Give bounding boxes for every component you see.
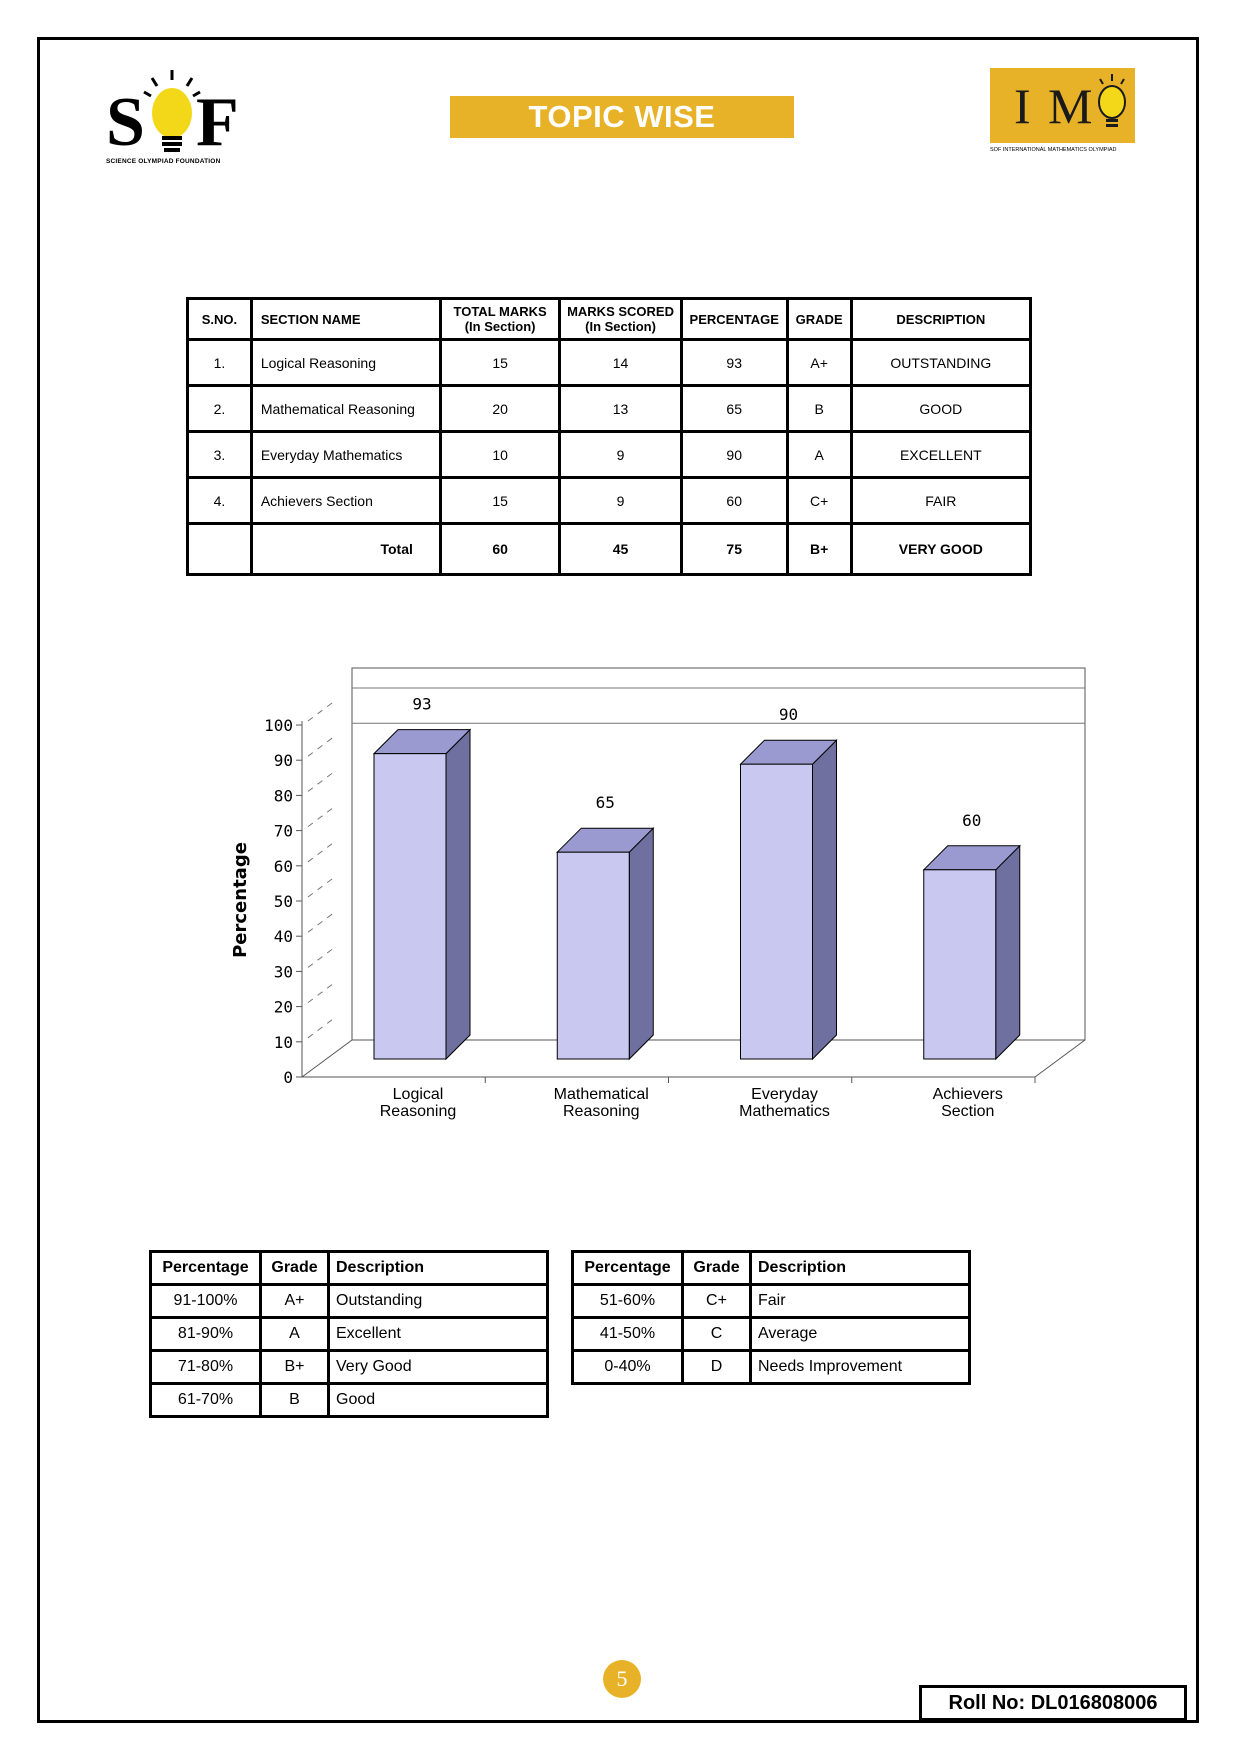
page-title: TOPIC WISE ANALYSIS	[450, 96, 794, 138]
chart-bar	[924, 870, 996, 1059]
imo-logo-letter-i: I	[1014, 78, 1031, 134]
cell-description: Outstanding	[329, 1285, 548, 1318]
cell-scored: 9	[560, 478, 681, 524]
chart-bar-side	[813, 740, 837, 1059]
cell-percentage: 60	[681, 478, 787, 524]
chart-data-label: 65	[595, 793, 615, 813]
chart-y-tick-label: 90	[273, 751, 293, 771]
table-row	[151, 1285, 548, 1318]
chart-x-tick-label: Mathematical	[553, 1086, 649, 1103]
cell-percentage: 91-100%	[151, 1285, 261, 1318]
header-grade: Grade	[683, 1252, 751, 1285]
chart-data-label: 90	[778, 705, 799, 725]
cell-grade: D	[683, 1351, 751, 1384]
lightbulb-icon	[1094, 74, 1130, 136]
table-row	[188, 478, 1031, 524]
table-header-row	[573, 1252, 970, 1285]
table-row	[573, 1318, 970, 1351]
chart-side-gridline	[308, 806, 336, 827]
cell-description: OUTSTANDING	[851, 340, 1030, 386]
chart-data-label: 93	[412, 694, 432, 714]
cell-description: FAIR	[851, 478, 1030, 524]
chart-floor-edge	[1035, 1040, 1085, 1077]
cell-percentage: 65	[681, 386, 787, 432]
cell-scored: 9	[560, 432, 681, 478]
cell-total: 15	[440, 340, 559, 386]
cell-total: 15	[440, 478, 559, 524]
cell-grade: A	[787, 432, 851, 478]
table-row	[188, 340, 1031, 386]
chart-side-gridline	[308, 700, 336, 721]
header-marks-scored: MARKS SCORED (In Section)	[560, 299, 681, 340]
cell-total: 10	[440, 432, 559, 478]
cell-section: Everyday Mathematics	[251, 432, 440, 478]
cell-percentage: 90	[681, 432, 787, 478]
cell-percentage: 61-70%	[151, 1384, 261, 1417]
chart-x-tick-label: Reasoning	[563, 1103, 640, 1120]
chart-y-tick-label: 100	[264, 716, 293, 735]
cell-grade: B	[787, 386, 851, 432]
chart-x-tick-label: Mathematics	[739, 1103, 830, 1120]
chart-side-gridline	[308, 770, 336, 791]
chart-floor-edge	[302, 1040, 352, 1077]
cell-percentage: 71-80%	[151, 1351, 261, 1384]
cell-sno: 3.	[188, 432, 252, 478]
cell-grade: A	[261, 1318, 329, 1351]
roll-label: Roll No:	[948, 1692, 1026, 1714]
chart-y-tick-label: 30	[273, 962, 293, 982]
sof-tagline: SCIENCE OLYMPIAD FOUNDATION	[106, 158, 221, 165]
cell-grade: B	[261, 1384, 329, 1417]
cell-percentage: 0-40%	[573, 1351, 683, 1384]
chart-x-tick-label: Everyday	[751, 1086, 818, 1103]
chart-side-gridline	[308, 982, 336, 1003]
cell-percentage: 93	[681, 340, 787, 386]
header-description: DESCRIPTION	[851, 299, 1030, 340]
cell-percentage: 51-60%	[573, 1285, 683, 1318]
cell-total: 60	[440, 524, 559, 575]
cell-description: Needs Improvement	[751, 1351, 970, 1384]
header-percentage: Percentage	[573, 1252, 683, 1285]
chart-x-tick-label: Reasoning	[379, 1103, 457, 1120]
grade-legend-table-1	[149, 1250, 549, 1418]
chart-data-label: 60	[962, 810, 982, 830]
roll-number: DL016808006	[1030, 1692, 1158, 1714]
chart-side-gridline	[308, 911, 336, 932]
sof-logo	[104, 68, 244, 170]
cell-total-label: Total	[251, 524, 440, 575]
cell-percentage: 41-50%	[573, 1318, 683, 1351]
table-row	[188, 432, 1031, 478]
cell-sno	[188, 524, 252, 575]
cell-description: VERY GOOD	[851, 524, 1030, 575]
imo-logo	[990, 68, 1135, 156]
chart-y-tick-label: 10	[273, 1032, 293, 1052]
cell-description: Very Good	[329, 1351, 548, 1384]
chart-x-tick-label: Logical	[392, 1086, 444, 1103]
cell-sno: 2.	[188, 386, 252, 432]
chart-bar-side	[446, 730, 470, 1059]
header-total-marks: TOTAL MARKS (In Section)	[440, 299, 559, 340]
chart-side-gridline	[308, 1017, 336, 1038]
chart-bar	[557, 852, 629, 1059]
cell-scored: 13	[560, 386, 681, 432]
chart-y-axis-label: Percentage	[230, 842, 251, 958]
cell-scored: 45	[560, 524, 681, 575]
header-description: Description	[751, 1252, 970, 1285]
chart-y-tick-label: 60	[273, 856, 293, 876]
table-header-row	[188, 299, 1031, 340]
chart-x-tick-label: Section	[941, 1103, 995, 1120]
cell-percentage: 81-90%	[151, 1318, 261, 1351]
header-section-name: SECTION NAME	[251, 299, 440, 340]
chart-y-tick-label: 70	[273, 821, 293, 841]
cell-scored: 14	[560, 340, 681, 386]
chart-y-tick-label: 0	[283, 1068, 293, 1087]
cell-description: Fair	[751, 1285, 970, 1318]
cell-description: Excellent	[329, 1318, 548, 1351]
cell-section: Logical Reasoning	[251, 340, 440, 386]
chart-canvas	[220, 655, 1100, 1135]
cell-percentage: 75	[681, 524, 787, 575]
cell-section: Mathematical Reasoning	[251, 386, 440, 432]
chart-bar-side	[629, 828, 653, 1059]
table-row	[573, 1285, 970, 1318]
sof-logo-letter-s: S	[106, 84, 145, 161]
imo-tagline: SOF INTERNATIONAL MATHEMATICS OLYMPIAD	[990, 147, 1117, 153]
cell-grade: C+	[683, 1285, 751, 1318]
cell-description: EXCELLENT	[851, 432, 1030, 478]
cell-description: Good	[329, 1384, 548, 1417]
header-grade: GRADE	[787, 299, 851, 340]
cell-grade: A+	[787, 340, 851, 386]
chart-y-tick-label: 80	[273, 786, 293, 806]
cell-sno: 1.	[188, 340, 252, 386]
chart-bar	[374, 754, 446, 1059]
table-row	[151, 1384, 548, 1417]
topic-analysis-table	[186, 297, 1032, 576]
cell-grade: C	[683, 1318, 751, 1351]
header-description: Description	[329, 1252, 548, 1285]
chart-bar	[741, 764, 813, 1059]
chart-bar-side	[996, 846, 1020, 1059]
table-row	[573, 1351, 970, 1384]
cell-total: 20	[440, 386, 559, 432]
percentage-bar-chart	[220, 655, 1100, 1135]
roll-number-box	[919, 1685, 1187, 1721]
cell-grade: B+	[787, 524, 851, 575]
chart-side-gridline	[308, 946, 336, 967]
sof-logo-letter-f: F	[196, 84, 239, 161]
lightbulb-icon	[142, 68, 202, 158]
imo-logo-letter-m: M	[1048, 78, 1093, 134]
header-percentage: Percentage	[151, 1252, 261, 1285]
cell-grade: C+	[787, 478, 851, 524]
chart-y-tick-label: 20	[273, 997, 293, 1017]
table-row	[151, 1318, 548, 1351]
cell-section: Achievers Section	[251, 478, 440, 524]
table-row	[151, 1351, 548, 1384]
cell-description: GOOD	[851, 386, 1030, 432]
table-total-row	[188, 524, 1031, 575]
chart-side-gridline	[308, 876, 336, 897]
cell-grade: B+	[261, 1351, 329, 1384]
table-row	[188, 386, 1031, 432]
chart-side-gridline	[308, 841, 336, 862]
cell-grade: A+	[261, 1285, 329, 1318]
chart-y-tick-label: 50	[273, 892, 293, 911]
cell-description: Average	[751, 1318, 970, 1351]
header-percentage: PERCENTAGE	[681, 299, 787, 340]
page-number-badge: 5	[603, 1660, 641, 1698]
cell-sno: 4.	[188, 478, 252, 524]
chart-x-tick-label: Achievers	[932, 1086, 1003, 1103]
header-grade: Grade	[261, 1252, 329, 1285]
chart-y-tick-label: 40	[273, 927, 293, 947]
grade-legend-table-2	[571, 1250, 971, 1385]
header-sno: S.NO.	[188, 299, 252, 340]
table-header-row	[151, 1252, 548, 1285]
chart-side-gridline	[308, 735, 336, 756]
